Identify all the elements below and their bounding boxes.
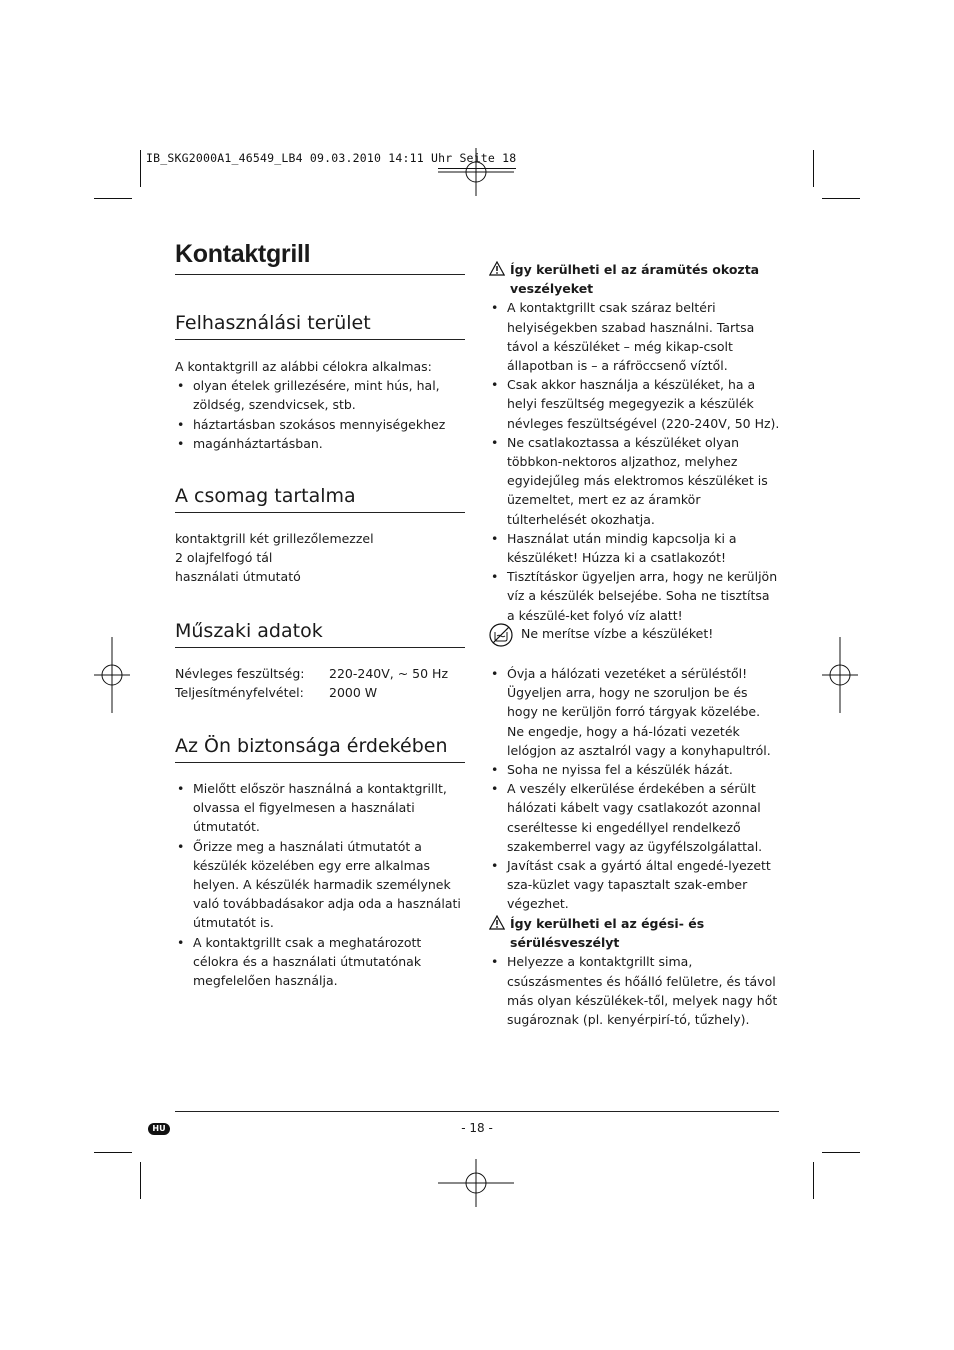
language-badge: HU: [148, 1123, 170, 1135]
registration-mark-icon: [438, 1145, 514, 1221]
warning-heading-text: Így kerülheti el az égési- és sérülésveszélyt: [510, 916, 705, 951]
spec-row: [175, 664, 467, 683]
crop-mark: [813, 1162, 814, 1199]
page-title: Kontaktgrill: [175, 240, 311, 268]
warning-heading: [489, 914, 781, 952]
page-number: - 18 -: [461, 1121, 493, 1135]
list-item: • A kontaktgrillt csak a meghatározott célokra és a használati útmutatónak megfelelően használja.: [175, 933, 467, 991]
crop-mark: [813, 150, 814, 187]
crop-mark: [822, 198, 860, 199]
crop-mark: [140, 150, 141, 187]
section-rule: [175, 647, 465, 648]
section-rule: [175, 512, 465, 513]
list-item: • olyan ételek grillezésére, mint hús, hal, zöldség, szendvicsek, stb.: [175, 376, 467, 414]
usage-section: [175, 357, 467, 453]
list-item: • A veszély elkerülése érdekében a sérült hálózati kábelt vagy csatlakozót azonnal cseréltesse ki engedéllyel rendelkező szakemberrel vagy az ügyfélszolgálattal.: [489, 779, 781, 856]
list-item: • Soha ne nyissa fel a készülék házát.: [489, 760, 781, 779]
crop-mark: [94, 1152, 132, 1153]
warning-heading-line: veszélyeket: [510, 281, 594, 297]
crop-mark: [822, 1152, 860, 1153]
spec-label: Névleges feszültség:: [175, 666, 305, 681]
warning-heading: [489, 260, 781, 298]
spec-value: 220-240V, ~ 50 Hz: [329, 666, 449, 681]
registration-mark-icon: [94, 637, 170, 713]
registration-mark-icon: [822, 637, 898, 713]
section-heading-safety: Az Ön biztonsága érdekében: [175, 735, 448, 757]
list-item: • Őrizze meg a használati útmutatót a készülék közelében egy erre alkalmas helyen. A készülék harmadik személynek való továbbadásakor adja oda a használati útmutatót is.: [175, 837, 467, 933]
section-heading-usage: Felhasználási terület: [175, 312, 371, 334]
list-item: • háztartásban szokásos mennyiségekhez: [175, 415, 467, 434]
list-item: • magánháztartásban.: [175, 434, 467, 453]
package-line: 2 olajfelfogó tál: [175, 550, 273, 566]
print-header: IB_SKG2000A1_46549_LB4 09.03.2010 14:11 Uhr Seite 18: [146, 151, 517, 165]
package-line: kontaktgrill két grillezőlemezzel: [175, 531, 374, 546]
crop-mark: [140, 1162, 141, 1199]
spec-value: 2000 W: [329, 685, 378, 701]
list-item: • A kontaktgrillt csak száraz beltéri helyiségekben szabad használni. Tartsa távol a készüléket – még kikap-csolt állapotban is – a ráfröccsenő víztől.: [489, 298, 781, 375]
registration-mark-icon: [438, 134, 514, 210]
section-rule: [175, 762, 465, 763]
usage-intro: A kontaktgrill az alábbi célokra alkalmas:: [175, 359, 432, 374]
no-water-immersion-icon: [489, 623, 513, 647]
section-heading-specs: Műszaki adatok: [175, 620, 323, 642]
list-item: • Óvja a hálózati vezetéket a sérüléstől! Ügyeljen arra, hogy ne szoruljon be és hogy ne kerüljön forró tárgyak közelébe. Ne engedje, hogy a há-lózati vezeték lelógjon az asztalról vagy a konyhapultról.: [489, 664, 781, 760]
warning-triangle-icon: [489, 261, 505, 276]
list-item: • Tisztításkor ügyeljen arra, hogy ne kerüljön víz a készülék belsejébe. Soha ne tisztítsa a készülé-ket folyó víz alatt!: [489, 567, 781, 625]
list-item: • Használat után mindig kapcsolja ki a készüléket! Húzza ki a csatlakozót!: [489, 529, 781, 567]
section-rule: [175, 339, 465, 340]
specs-table: [175, 664, 467, 702]
list-item: • Mielőtt először használná a kontaktgrillt, olvassa el figyelmesen a használati útmutatót.: [175, 779, 467, 837]
list-item: • Csak akkor használja a készüléket, ha a helyi feszültség megegyezik a készülék névleges feszültségével (220-240V, 50 Hz).: [489, 375, 781, 433]
warning-heading-line: Így kerülheti el az áramütés okozta: [510, 262, 760, 277]
electric-section: [489, 260, 781, 625]
list-item: • Ne csatlakoztassa a készüléket olyan többkon-nektoros aljzathoz, melyhez egyidejűleg más elektromos készüléket is üzemeltet, mert ez az áramkör túlterhelését okozhatja.: [489, 433, 781, 529]
safety-section: [175, 779, 467, 990]
burn-section: [489, 914, 781, 1029]
crop-mark: [94, 198, 132, 199]
spec-label: Teljesítményfelvétel:: [175, 685, 304, 701]
list-item: • Javítást csak a gyártó által engedé-lyezett sza-küzlet vagy tapasztalt szak-ember végezhet.: [489, 856, 781, 914]
list-item: • Helyezze a kontaktgrillt sima, csúszásmentes és hőálló felületre, és távol más olyan készülékek-től, melyek nagy hőt sugároznak (pl. kenyérpirí-tó, tűzhely).: [489, 952, 781, 1029]
section-heading-package: A csomag tartalma: [175, 485, 356, 507]
no-water-note: Ne merítse vízbe a készüléket!: [521, 626, 714, 641]
spec-row: [175, 683, 467, 702]
package-section: [175, 529, 467, 587]
package-line: használati útmutató: [175, 569, 301, 585]
cable-section: [489, 664, 781, 914]
footer-rule: [175, 1111, 779, 1112]
title-rule: [175, 274, 465, 275]
warning-triangle-icon: [489, 915, 505, 930]
